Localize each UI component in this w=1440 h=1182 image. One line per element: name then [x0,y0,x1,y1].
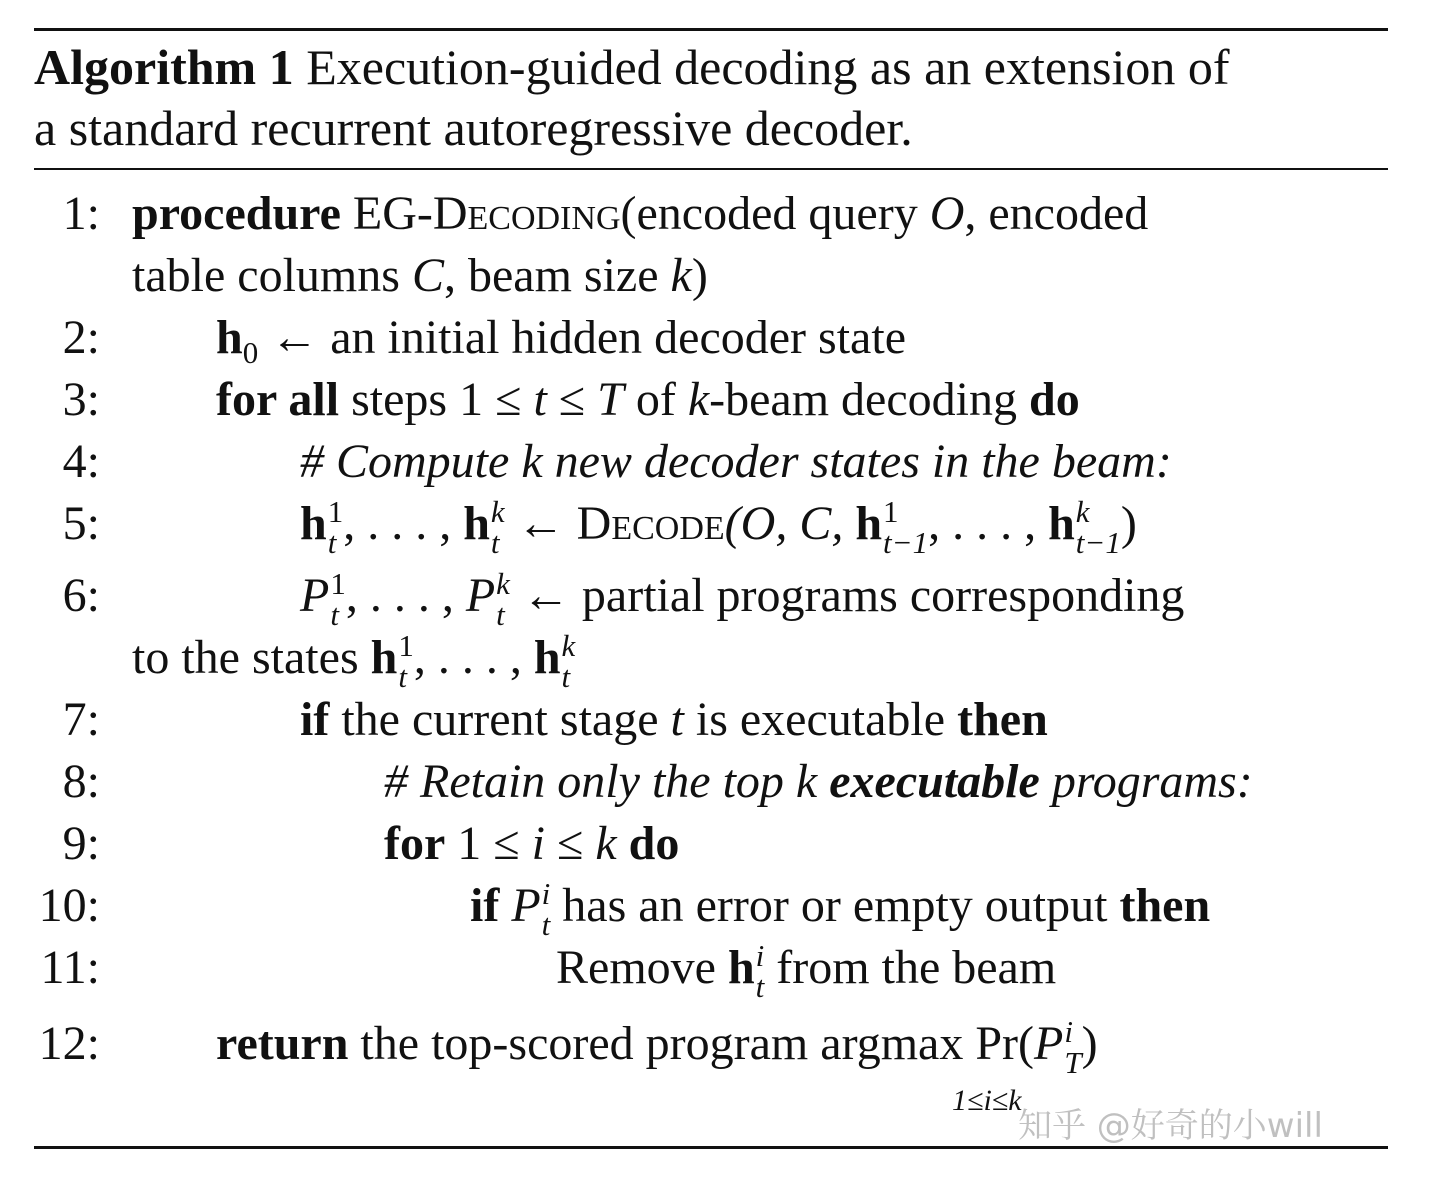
line-code: if P i t has an error or empty output then [470,876,1211,942]
line-number: 9: [62,817,100,870]
watermark: 知乎 @好奇的小will [1018,1106,1323,1146]
line-code: to the states h 1 t , . . . , h k t [132,628,576,694]
line-code: procedure EG-Decoding(encoded query O, encoded [132,187,1149,240]
algorithm-line-6-continued [0,628,1440,694]
line-number: 2: [62,311,100,364]
algorithm-line-9 [0,817,1440,880]
caption-rule [34,168,1388,170]
line-code: table columns C, beam size k) [132,249,708,302]
line-code: P 1 t , . . . , P k t ← partial programs corresponding [300,566,1185,632]
line-number: 4: [62,435,100,488]
line-number: 8: [62,755,100,808]
line-comment: # Compute k new decoder states in the beam: [300,435,1172,488]
algorithm-line-8 [0,755,1440,818]
line-number: 1: [62,187,100,240]
line-number: 11: [40,941,100,994]
line-code: Remove h i t from the beam [556,938,1057,1004]
line-code: h 1 t , . . . , h k t ← Decode(O, C, h 1 t−1 , . . . , h k t−1 ) [300,494,1137,560]
algorithm-line-4 [0,435,1440,498]
algorithm-label: Algorithm 1 [34,39,294,95]
bottom-rule [34,1146,1388,1149]
line-code: if the current stage t is executable then [300,693,1048,746]
line-code: for 1 ≤ i ≤ k do [384,817,680,870]
line-number: 12: [38,1017,100,1070]
algorithm-line-1-continued [0,249,1440,312]
line-number: 7: [62,693,100,746]
algorithm-line-1 [0,187,1440,250]
line-comment: # Retain only the top k executable programs: [384,755,1253,808]
algorithm-line-12 [0,1014,1440,1080]
line-number: 6: [62,569,100,622]
argmax-subscript: 1≤i≤k [952,1084,1022,1117]
algorithm-line-3 [0,373,1440,436]
algorithm-caption-line-2: a standard recurrent autoregressive decoder. [34,100,913,156]
top-rule [34,28,1388,31]
line-number: 3: [62,373,100,426]
line-code: for all steps 1 ≤ t ≤ T of k-beam decoding do [216,373,1080,426]
algorithm-line-6 [0,566,1440,632]
algorithm-line-5 [0,494,1440,560]
algorithm-line-11 [0,938,1440,1004]
algorithm-caption-line-1: Algorithm 1 Execution-guided decoding as an extension of [34,39,1230,95]
line-code: return the top-scored program argmax Pr(P i T ) [216,1014,1098,1080]
algorithm-line-2 [0,311,1440,374]
line-number: 5: [62,497,100,550]
algorithm-line-7 [0,693,1440,756]
line-number: 10: [38,879,100,932]
line-code: $h_0$ ← an initial hidden decoder state [216,311,906,370]
algorithm-line-10 [0,876,1440,942]
